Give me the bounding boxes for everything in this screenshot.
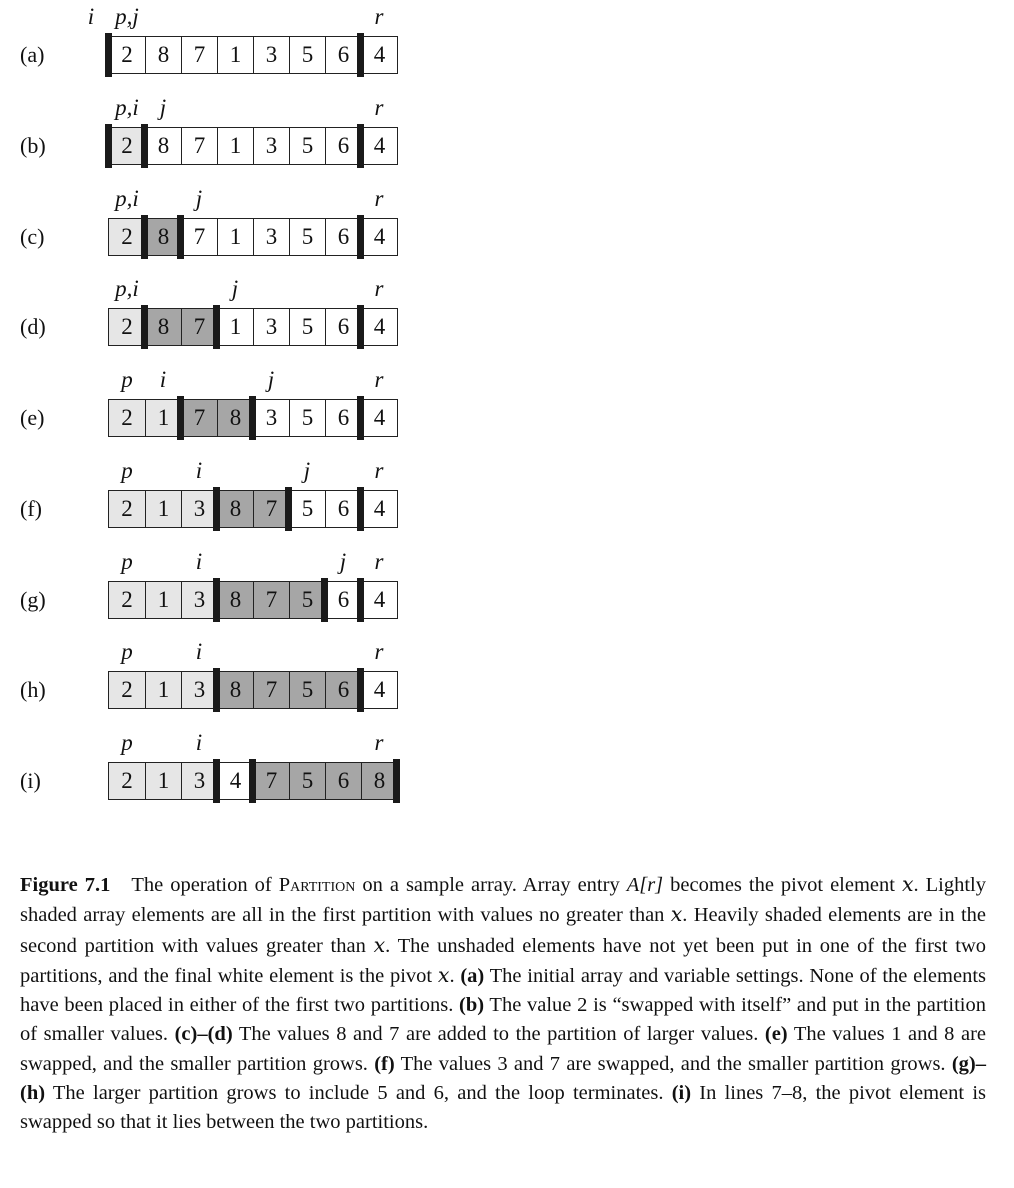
array-cell: 2 xyxy=(109,400,145,436)
array-cell: 4 xyxy=(361,400,397,436)
array-cell: 1 xyxy=(145,763,181,799)
array-cell: 8 xyxy=(361,763,397,799)
index-variable-label: i xyxy=(195,639,203,665)
array-row xyxy=(108,490,398,528)
partition-boundary xyxy=(177,396,184,440)
partition-boundary xyxy=(357,396,364,440)
partition-boundary xyxy=(285,487,292,531)
partition-boundary xyxy=(249,396,256,440)
partition-boundary xyxy=(105,33,112,77)
step-label: (i) xyxy=(20,768,41,793)
array-cell: 5 xyxy=(289,582,325,618)
array-cell: 4 xyxy=(361,582,397,618)
array-cell: 3 xyxy=(253,400,289,436)
caption-math: x xyxy=(670,902,683,927)
index-variable-label: j xyxy=(159,94,167,120)
array-cell: 3 xyxy=(181,763,217,799)
index-variable-label: r xyxy=(374,730,384,755)
index-variable-label: p xyxy=(121,367,133,392)
array-cell: 5 xyxy=(289,128,325,164)
array-cell: 2 xyxy=(109,309,145,345)
array-cell: 5 xyxy=(289,491,325,527)
array-cell: 6 xyxy=(325,37,361,73)
partition-boundary xyxy=(141,215,148,259)
array-cell: 1 xyxy=(145,491,181,527)
array-cell: 2 xyxy=(109,219,145,255)
array-cell: 8 xyxy=(217,582,253,618)
array-row xyxy=(108,581,398,619)
partition-boundary xyxy=(213,759,220,803)
caption-step-ref: (i) xyxy=(671,1082,692,1105)
array-cell: 2 xyxy=(109,763,145,799)
index-variable-label: i xyxy=(87,4,95,29)
caption-figure-number: Figure 7.1 xyxy=(20,874,111,896)
array-cell: 4 xyxy=(361,672,397,708)
caption-step-ref: (e) xyxy=(764,1023,788,1046)
index-variable-label: i xyxy=(159,367,167,392)
caption-text: The operation of xyxy=(131,874,279,896)
index-variable-label: p xyxy=(121,639,133,665)
array-cell: 5 xyxy=(289,219,325,255)
array-row xyxy=(108,218,398,256)
array-row xyxy=(108,671,398,709)
array-cell: 7 xyxy=(253,491,289,527)
partition-boundary xyxy=(357,33,364,77)
array-cell: 7 xyxy=(181,219,217,255)
array-cell: 3 xyxy=(181,582,217,618)
partition-boundary xyxy=(177,215,184,259)
array-cell: 8 xyxy=(217,400,253,436)
caption-step-ref: (c)–(d) xyxy=(174,1023,233,1046)
array-cell: 2 xyxy=(109,37,145,73)
caption-text: The larger partition grows to include 5 and 6, and the loop terminates. xyxy=(45,1082,672,1105)
caption-text: The values 1 and 8 are swapped, and the smaller partition grows. xyxy=(20,1023,986,1075)
index-variable-label: p,i xyxy=(115,94,139,120)
array-cell: 1 xyxy=(145,400,181,436)
caption-step-ref: (b) xyxy=(459,994,485,1017)
partition-boundary xyxy=(141,124,148,168)
array-cell: 3 xyxy=(181,672,217,708)
array-cell: 4 xyxy=(361,309,397,345)
array-cell: 6 xyxy=(325,763,361,799)
array-cell: 6 xyxy=(325,309,361,345)
caption-text: on a sample array. Array entry xyxy=(355,874,627,896)
partition-boundary xyxy=(213,668,220,712)
array-cell: 7 xyxy=(253,582,289,618)
array-cell: 3 xyxy=(181,491,217,527)
index-variable-label: p,i xyxy=(115,276,139,302)
array-cell: 7 xyxy=(253,763,289,799)
index-variable-label: r xyxy=(374,457,384,483)
partition-boundary xyxy=(105,124,112,168)
array-cell: 4 xyxy=(217,763,253,799)
index-variable-label: j xyxy=(195,185,203,211)
array-cell: 8 xyxy=(145,219,181,255)
array-cell: 5 xyxy=(289,37,325,73)
array-cell: 4 xyxy=(361,128,397,164)
array-cell: 6 xyxy=(325,582,361,618)
partition-boundary xyxy=(357,487,364,531)
partition-boundary xyxy=(321,578,328,622)
partition-boundary xyxy=(393,759,400,803)
array-row xyxy=(108,308,398,346)
partition-boundary xyxy=(357,668,364,712)
array-cell: 3 xyxy=(253,37,289,73)
array-cell: 4 xyxy=(361,37,397,73)
array-cell: 7 xyxy=(181,400,217,436)
index-variable-label: p xyxy=(121,730,133,755)
index-variable-label: i xyxy=(195,457,203,483)
array-cell: 2 xyxy=(109,128,145,164)
array-cell: 8 xyxy=(145,37,181,73)
caption-math: A[r] xyxy=(626,874,664,896)
array-cell: 6 xyxy=(325,400,361,436)
array-cell: 8 xyxy=(217,491,253,527)
index-variable-label: j xyxy=(339,548,347,574)
array-cell: 6 xyxy=(325,672,361,708)
array-cell: 6 xyxy=(325,491,361,527)
index-variable-label: i xyxy=(195,548,203,574)
partition-boundary xyxy=(249,759,256,803)
array-row xyxy=(108,36,398,74)
caption-text: The initial array and variable settings. None of the elements have been placed in either of the first two partitions. xyxy=(20,964,986,1017)
step-label: (e) xyxy=(20,405,45,430)
partition-boundary xyxy=(357,578,364,622)
caption-step-ref: (a) xyxy=(460,964,485,987)
array-cell: 1 xyxy=(145,672,181,708)
index-variable-label: r xyxy=(374,367,384,392)
array-cell: 5 xyxy=(289,672,325,708)
array-cell: 7 xyxy=(181,309,217,345)
step-label: (f) xyxy=(20,495,42,521)
index-variable-label: j xyxy=(267,367,275,392)
step-label: (g) xyxy=(20,586,46,612)
caption-text: . Heavily shaded elements are in the second partition with values greater than xyxy=(20,904,986,957)
array-cell: 8 xyxy=(217,672,253,708)
figure-caption xyxy=(20,870,986,1138)
index-variable-label: i xyxy=(195,730,203,755)
index-variable-label: r xyxy=(374,639,384,665)
array-cell: 4 xyxy=(361,491,397,527)
caption-procedure-name: Partition xyxy=(278,874,356,896)
index-variable-label: r xyxy=(374,94,384,120)
step-label: (a) xyxy=(20,42,45,67)
array-cell: 2 xyxy=(109,672,145,708)
caption-text: . The unshaded elements have not yet been put in one of the first two partitions, and the final white element is the pivot xyxy=(20,934,987,987)
array-row xyxy=(108,127,398,165)
array-cell: 3 xyxy=(253,309,289,345)
step-label: (h) xyxy=(20,677,46,703)
index-variable-label: j xyxy=(231,276,239,302)
caption-text: The value 2 is “swapped with itself” and put in the partition of smaller values. xyxy=(20,994,986,1046)
array-cell: 2 xyxy=(109,582,145,618)
array-cell: 5 xyxy=(289,763,325,799)
index-variable-label: r xyxy=(374,548,384,574)
index-variable-label: r xyxy=(374,276,384,302)
array-cell: 1 xyxy=(217,37,253,73)
index-variable-label: p,i xyxy=(115,185,139,211)
array-cell: 1 xyxy=(217,219,253,255)
array-cell: 7 xyxy=(181,37,217,73)
array-cell: 3 xyxy=(253,128,289,164)
caption-text: The values 8 and 7 are added to the partition of larger values. xyxy=(232,1023,765,1046)
partition-boundary xyxy=(357,305,364,349)
partition-boundary xyxy=(213,305,220,349)
caption-text: . xyxy=(449,964,461,987)
partition-boundary xyxy=(141,305,148,349)
array-cell: 3 xyxy=(253,219,289,255)
index-variable-label: p,j xyxy=(115,4,139,29)
array-cell: 1 xyxy=(145,582,181,618)
caption-text: The values 3 and 7 are swapped, and the smaller partition grows. xyxy=(394,1052,952,1075)
index-variable-label: r xyxy=(374,185,384,211)
array-cell: 4 xyxy=(361,219,397,255)
caption-math: x xyxy=(901,872,914,896)
caption-math: x xyxy=(437,962,450,987)
array-cell: 7 xyxy=(181,128,217,164)
array-cell: 2 xyxy=(109,491,145,527)
array-cell: 8 xyxy=(145,309,181,345)
step-label: (c) xyxy=(20,223,45,249)
index-variable-label: j xyxy=(303,457,311,483)
caption-text: In lines 7–8, the pivot element is swapped so that it lies between the two partitions. xyxy=(20,1082,986,1134)
caption-step-ref: (g)–(h) xyxy=(20,1052,986,1105)
step-label: (d) xyxy=(20,314,46,340)
index-variable-label: r xyxy=(374,4,384,29)
array-cell: 8 xyxy=(145,128,181,164)
index-variable-label: p xyxy=(121,548,133,574)
array-cell: 1 xyxy=(217,309,253,345)
array-cell: 7 xyxy=(253,672,289,708)
caption-text: becomes the pivot element xyxy=(663,874,902,896)
caption-text: . Lightly shaded array elements are all in the first partition with values no greater than xyxy=(20,874,986,927)
partition-boundary xyxy=(357,124,364,168)
array-cell: 5 xyxy=(289,400,325,436)
array-cell: 6 xyxy=(325,128,361,164)
index-variable-label: p xyxy=(121,457,133,483)
partition-boundary xyxy=(357,215,364,259)
caption-step-ref: (f) xyxy=(374,1052,395,1075)
partition-boundary xyxy=(213,487,220,531)
caption-math: x xyxy=(373,932,386,957)
partition-boundary xyxy=(213,578,220,622)
array-cell: 5 xyxy=(289,309,325,345)
step-label: (b) xyxy=(20,132,46,158)
array-cell: 6 xyxy=(325,219,361,255)
array-cell: 1 xyxy=(217,128,253,164)
